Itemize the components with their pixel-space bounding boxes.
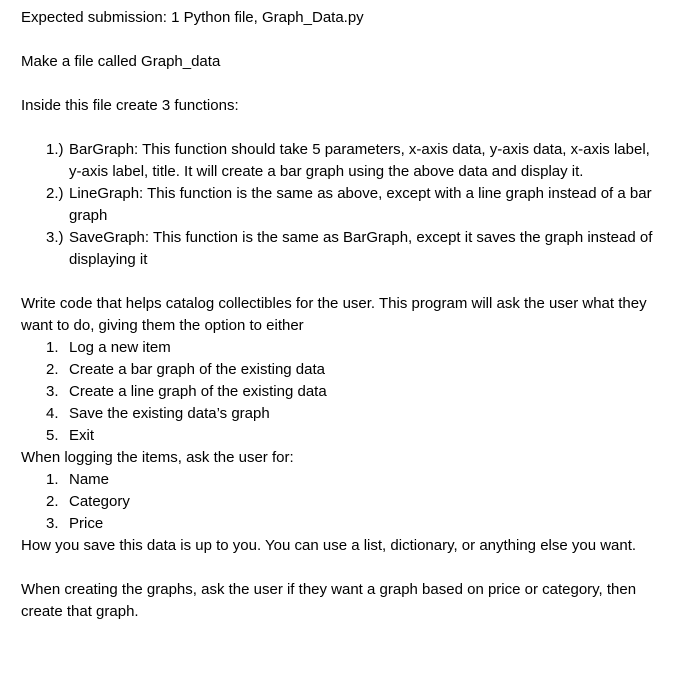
list-item: [21, 491, 661, 513]
list-marker: 2.): [46, 185, 64, 202]
expected-submission-text: Expected submission: 1 Python file, Graph_Data.py: [21, 9, 364, 26]
spacer: [21, 271, 661, 293]
list-item-text: Name: [69, 471, 110, 488]
list-item-text: Create a bar graph of the existing data: [69, 361, 325, 378]
list-item-text: BarGraph: This function should take 5 parameters, x-axis data, y-axis data, x-axis label, y-axis label, title. It will create a bar graph using the above data and display it.: [69, 141, 650, 180]
list-item: [21, 381, 661, 403]
list-marker: 1.: [46, 471, 59, 488]
program-intro-text: Write code that helps catalog collectibles for the user. This program will ask the user what they want to do, giving them the option to either: [21, 295, 647, 334]
make-file-text: Make a file called Graph_data: [21, 53, 221, 70]
storage-note-text: How you save this data is up to you. You can use a list, dictionary, or anything else you want.: [21, 537, 637, 554]
list-item-text: Price: [69, 515, 104, 532]
list-item-text: Exit: [69, 427, 95, 444]
spacer: [21, 117, 661, 139]
logging-intro-text: When logging the items, ask the user for:: [21, 449, 294, 466]
functions-intro-text: Inside this file create 3 functions:: [21, 97, 239, 114]
list-item-text: Category: [69, 493, 130, 510]
list-item: [21, 425, 661, 447]
graph-note-text: When creating the graphs, ask the user if they want a graph based on price or category, then create that graph.: [21, 581, 637, 620]
list-item: [21, 183, 661, 227]
list-marker: 3.: [46, 383, 59, 400]
list-item-text: Log a new item: [69, 339, 171, 356]
fields-list: [21, 469, 661, 535]
spacer: [21, 29, 661, 51]
list-item-text: LineGraph: This function is the same as above, except with a line graph instead of a bar graph: [69, 185, 652, 224]
spacer: [21, 557, 661, 579]
list-marker: 4.: [46, 405, 59, 422]
options-list: [21, 337, 661, 447]
list-item: [21, 359, 661, 381]
list-marker: 3.): [46, 229, 64, 246]
spacer: [21, 73, 661, 95]
list-marker: 1.): [46, 141, 64, 158]
list-item: [21, 227, 661, 271]
list-item-text: Save the existing data’s graph: [69, 405, 270, 422]
list-item: [21, 403, 661, 425]
list-item: [21, 139, 661, 183]
functions-list: [21, 139, 661, 271]
list-item-text: SaveGraph: This function is the same as BarGraph, except it saves the graph instead of displaying it: [69, 229, 653, 268]
list-item: [21, 513, 661, 535]
list-item: [21, 469, 661, 491]
list-item: [21, 337, 661, 359]
list-marker: 5.: [46, 427, 59, 444]
list-marker: 2.: [46, 493, 59, 510]
assignment-document: [21, 7, 661, 623]
list-marker: 3.: [46, 515, 59, 532]
list-item-text: Create a line graph of the existing data: [69, 383, 327, 400]
list-marker: 1.: [46, 339, 59, 356]
list-marker: 2.: [46, 361, 59, 378]
